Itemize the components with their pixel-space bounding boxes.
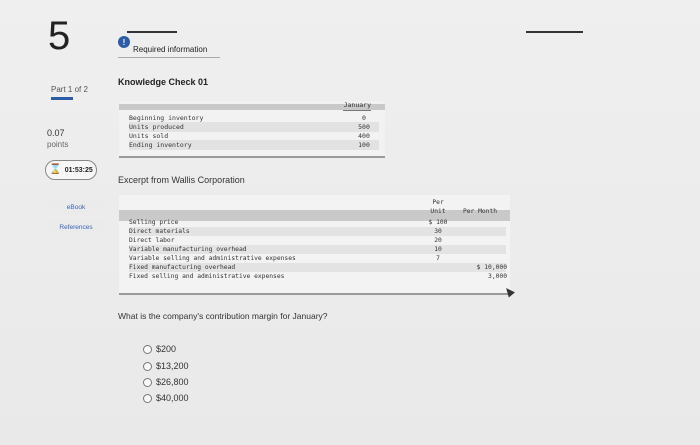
row-label: Variable manufacturing overhead [129,246,247,253]
header-line: Per [432,199,444,206]
required-information-underline [118,57,220,58]
table-row [129,263,506,272]
row-label: Beginning inventory [129,114,204,122]
row-unit-value: 10 [434,246,442,253]
row-unit-value: 20 [434,237,442,244]
row-label: Selling price [129,219,179,226]
table-row [129,245,506,254]
row-label: Fixed manufacturing overhead [129,264,236,271]
points-label: points [47,140,69,149]
row-unit-value: 7 [436,255,440,262]
ebook-button[interactable]: eBook [48,200,104,214]
hourglass-icon: ⌛ [49,164,62,175]
radio-button[interactable] [143,378,152,387]
answer-option[interactable] [143,343,176,355]
timer-value: 01:53:25 [64,166,93,174]
answer-option[interactable] [143,376,189,388]
table-bottom-rule [119,293,510,295]
radio-button[interactable] [143,362,152,371]
excerpt-title: Excerpt from Wallis Corporation [118,175,245,185]
timer-button[interactable] [45,160,97,180]
table-bottom-rule [119,156,385,158]
row-label: Direct materials [129,228,190,235]
row-month-value: 3,000 [488,273,507,280]
answer-option[interactable] [143,392,189,404]
row-value: 100 [358,141,370,149]
part-indicator: Part 1 of 2 [51,85,88,94]
radio-button[interactable] [143,345,152,354]
row-label: Units sold [129,132,169,140]
knowledge-check-title: Knowledge Check 01 [118,77,209,87]
inventory-table [119,101,385,157]
column-header-per-month: Per Month [462,208,498,215]
cost-table [119,195,510,293]
required-information-title: Required information [133,45,208,54]
column-header-january: January [343,101,371,109]
row-unit-value: 30 [434,228,442,235]
row-label: Direct labor [129,237,175,244]
table-row [129,254,506,263]
column-header-underline [343,110,371,111]
references-button[interactable]: References [48,220,104,234]
row-label: Units produced [129,123,184,131]
question-prompt: What is the company's contribution margin for January? [118,311,328,321]
option-label[interactable]: $200 [156,344,177,354]
window-minimize-line [526,31,583,33]
info-alert-icon: ! [118,36,130,48]
table-row [129,227,506,236]
row-unit-value: $ 100 [428,219,448,226]
column-header-per-unit [423,199,453,216]
table-row [129,272,506,281]
row-label: Fixed selling and administrative expenses [129,273,285,280]
row-value: 0 [362,114,366,122]
table-row [129,140,379,150]
part-progress-bar [51,97,73,100]
row-label: Variable selling and administrative expenses [129,255,296,262]
row-value: 500 [358,123,370,131]
points-value: 0.07 [47,128,65,138]
header-divider [127,31,177,33]
answer-option[interactable] [143,360,189,372]
table-row [129,236,506,245]
question-number: 5 [48,14,71,58]
radio-button[interactable] [143,394,152,403]
option-label[interactable]: $13,200 [156,361,189,371]
table-row [129,218,506,227]
row-label: Ending inventory [129,141,192,149]
row-month-value: $ 10,000 [476,264,507,271]
option-label[interactable]: $26,800 [156,377,189,387]
row-value: 400 [358,132,370,140]
option-label[interactable]: $40,000 [156,393,189,403]
header-line: Unit [430,207,446,215]
